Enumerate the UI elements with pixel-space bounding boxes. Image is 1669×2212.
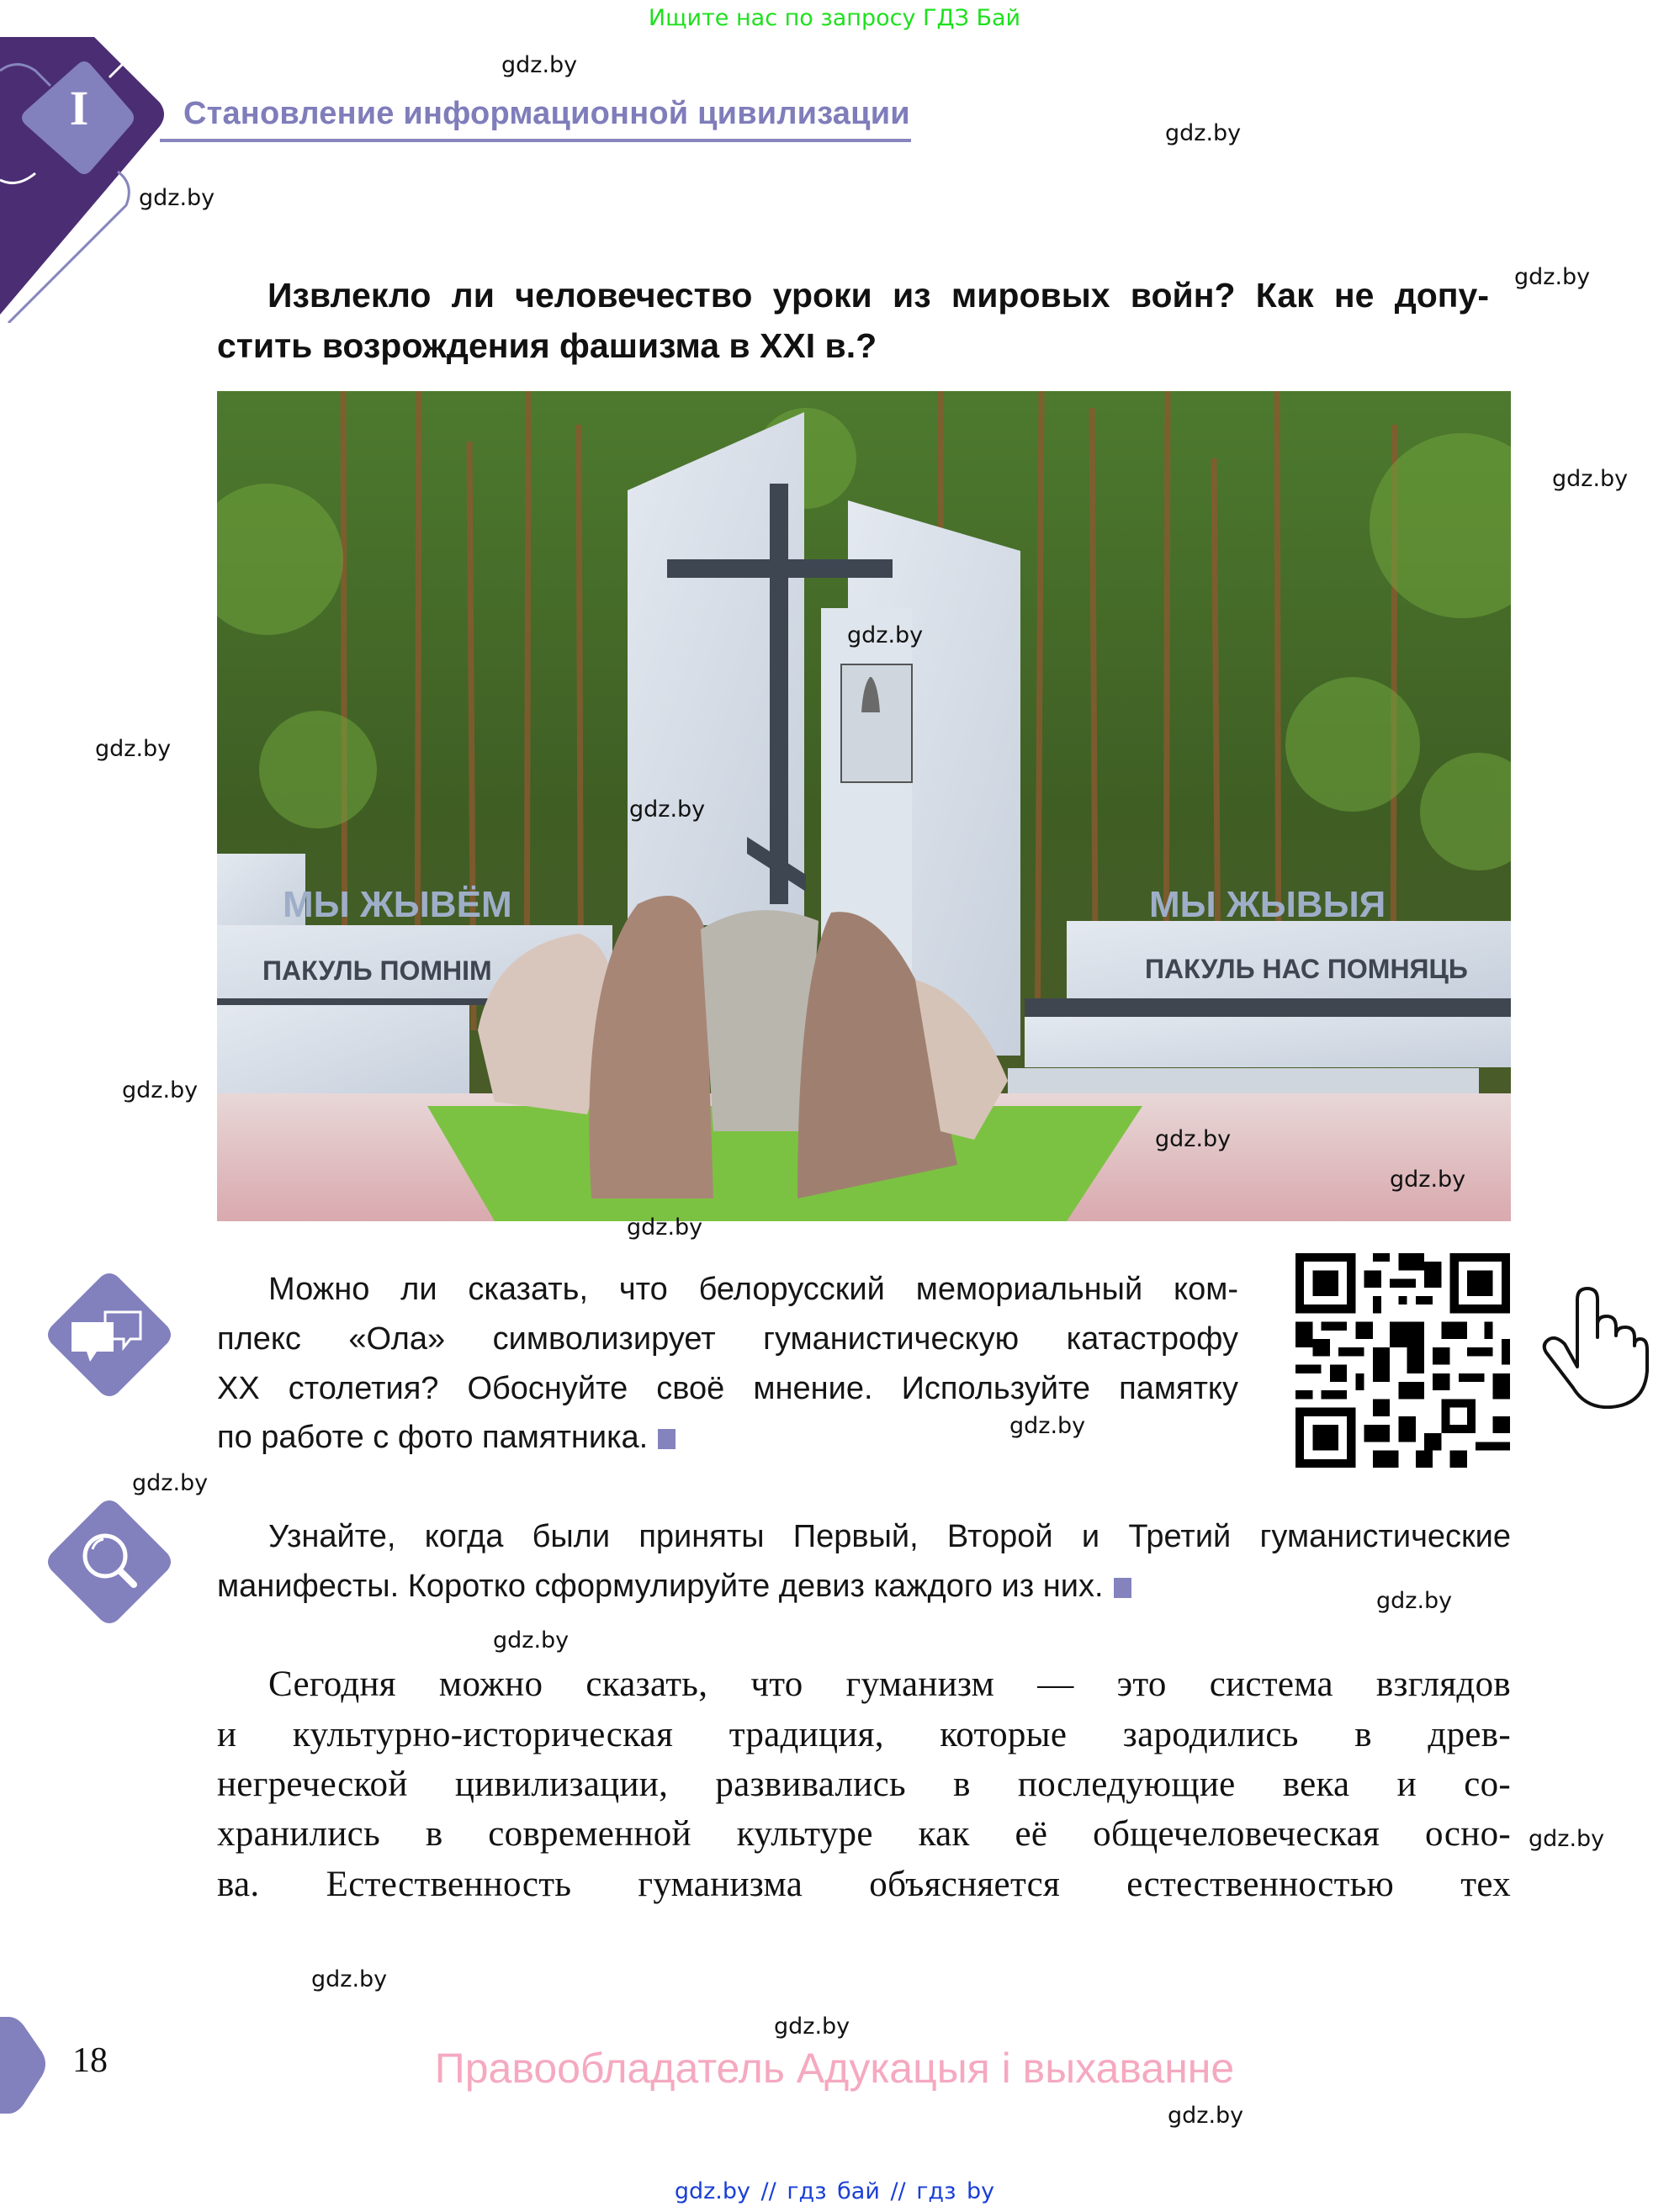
memorial-photo: [217, 391, 1511, 1221]
watermark: gdz.by: [1009, 1413, 1086, 1439]
body-line-1: Сегодня можно сказать, что гуманизм — это система взглядов: [268, 1664, 1511, 1704]
end-of-task-marker: [658, 1429, 676, 1449]
watermark: gdz.by: [1529, 1826, 1605, 1852]
page-number: 18: [72, 2041, 108, 2080]
task-1-line-4-text: по работе с фото памятника.: [217, 1420, 649, 1455]
chapter-numeral: I: [69, 81, 89, 135]
search-icon-badge: [46, 1499, 172, 1625]
watermark: gdz.by: [493, 1627, 570, 1654]
watermark: gdz.by: [1514, 264, 1591, 290]
watermark: gdz.by: [774, 2014, 850, 2040]
watermark: gdz.by: [1165, 120, 1242, 146]
top-banner[interactable]: Ищите нас по запросу ГДЗ Бай: [648, 5, 1021, 31]
watermark: gdz.by: [132, 1470, 209, 1496]
end-of-task-marker: [1114, 1578, 1131, 1598]
body-line-2: и культурно-историческая традиция, которые зародились в древ-: [217, 1715, 1511, 1754]
chapter-title-underline: [160, 139, 911, 142]
watermark: gdz.by: [1390, 1167, 1466, 1193]
svg-text:МЫ ЖЫВЫЯ: МЫ ЖЫВЫЯ: [1149, 884, 1386, 925]
watermark: gdz.by: [311, 1966, 388, 1992]
hand-pointer-icon: [1539, 1287, 1649, 1409]
chapter-corner-badge: [0, 37, 168, 323]
watermark: gdz.by: [139, 185, 215, 211]
copyright-notice: Правообладатель Адукацыя і выхаванне: [434, 2045, 1235, 2092]
watermark: gdz.by: [95, 736, 172, 762]
inscription-left-top: МЫ ЖЫВЁМ: [283, 884, 512, 925]
footer-links[interactable]: gdz.by // гдз бай // гдз by: [674, 2178, 995, 2204]
task-1-line-4: [217, 1420, 676, 1456]
watermark: gdz.by: [1168, 2103, 1244, 2129]
memorial-photo-illustration: [217, 391, 1511, 1221]
question-heading-line-2: стить возрождения фашизма в XXI в.?: [217, 326, 877, 365]
watermark: gdz.by: [501, 52, 578, 78]
watermark: gdz.by: [627, 1214, 703, 1241]
chapter-title: Становление информационной цивилизации: [183, 96, 910, 131]
body-line-4: хранились в современной культуре как её общечеловеческая осно-: [217, 1814, 1511, 1854]
watermark: gdz.by: [847, 622, 924, 648]
task-2-line-2: [217, 1569, 1131, 1605]
watermark: gdz.by: [629, 796, 706, 823]
watermark: gdz.by: [1376, 1588, 1453, 1614]
svg-text:ПАКУЛЬ НАС ПОМНЯЦЬ: ПАКУЛЬ НАС ПОМНЯЦЬ: [1145, 954, 1468, 984]
inscription-left-bottom: ПАКУЛЬ ПОМНІМ: [262, 955, 492, 986]
watermark: gdz.by: [1155, 1126, 1232, 1152]
qr-code[interactable]: [1295, 1253, 1510, 1468]
body-line-5: ва. Естественность гуманизма объясняется естественностью тех: [217, 1865, 1511, 1904]
watermark: gdz.by: [122, 1077, 199, 1103]
body-line-3: негреческой цивилизации, развивались в последующие века и со-: [217, 1765, 1511, 1804]
task-1-line-1: Можно ли сказать, что белорусский мемориальный ком-: [268, 1272, 1238, 1307]
watermark: gdz.by: [1552, 466, 1629, 492]
task-1-line-3: XX столетия? Обоснуйте своё мнение. Используйте памятку: [217, 1371, 1238, 1406]
task-2-line-2-text: манифесты. Коротко сформулируйте девиз каждого из них.: [217, 1569, 1104, 1604]
task-1-line-2: плекс «Ола» символизирует гуманистическую катастрофу: [217, 1321, 1238, 1357]
discussion-icon-badge: [46, 1272, 172, 1398]
task-2-line-1: Узнайте, когда были приняты Первый, Второй и Третий гуманистические: [268, 1519, 1511, 1554]
question-heading-line-1: Извлекло ли человечество уроки из мировых войн? Как не допу-: [268, 276, 1489, 315]
